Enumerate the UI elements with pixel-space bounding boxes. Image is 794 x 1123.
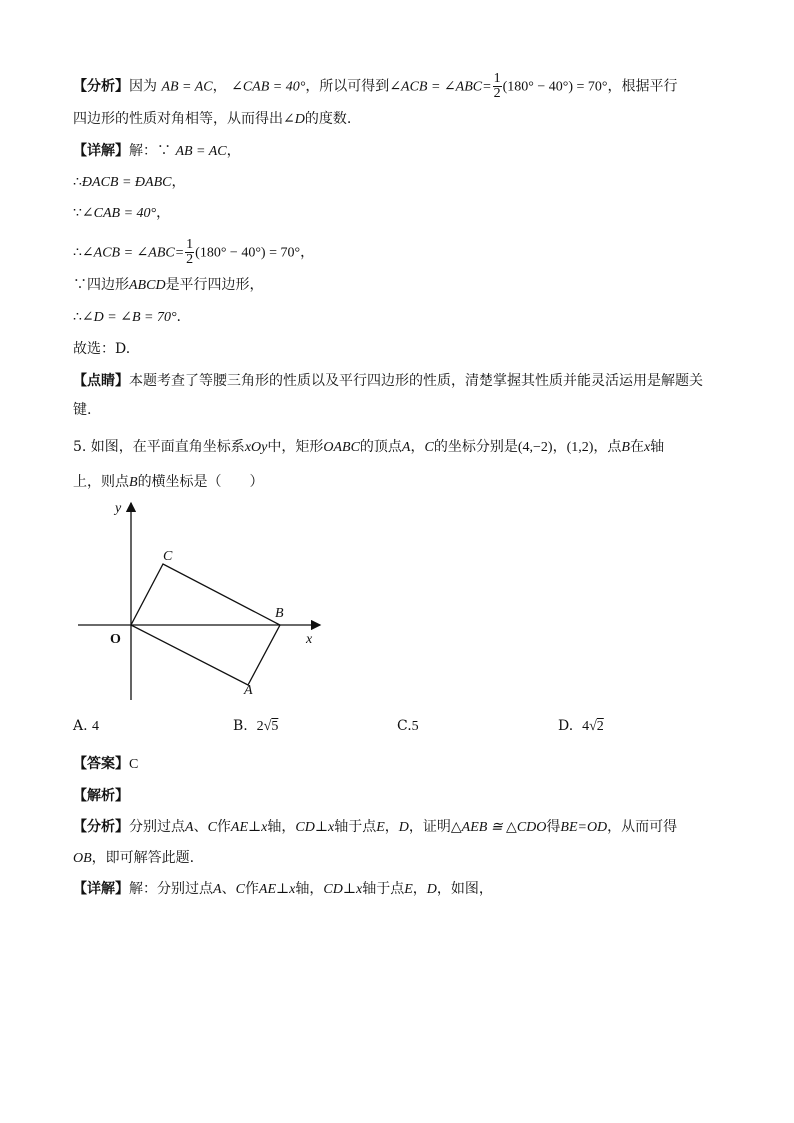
detail-step2: ∵∠CAB = 40°， xyxy=(73,205,171,221)
question-5-line2: 上，则点B的横坐标是（ ） xyxy=(73,474,264,490)
detail2-line1: 【详解】解：分别过点A、C作AE⊥x轴，CD⊥x轴于点E，D，如图， xyxy=(73,881,493,897)
option-a: A. 4 xyxy=(73,718,100,734)
analysis-tag: 【分析】 xyxy=(73,78,129,95)
analysis-paragraph-line2: 四边形的性质对角相等，从而得出∠D的度数. xyxy=(73,111,352,127)
label-C: C xyxy=(163,549,173,564)
detail-step5: ∴∠D = ∠B = 70°. xyxy=(73,309,181,325)
label-x: x xyxy=(306,632,313,647)
comment-line1: 【点睛】本题考查了等腰三角形的性质以及平行四边形的性质，清楚掌握其性质并能灵活运用是解题关 xyxy=(73,373,703,389)
detail-tag: 【详解】 xyxy=(73,143,129,159)
detail-step1: ∴ĐACB = ĐABC， xyxy=(73,174,186,190)
analysis-heading: 【解析】 xyxy=(73,788,129,804)
question-5-line1: 5. 如图，在平面直角坐标系xOy中，矩形OABC的顶点A，C的坐标分别是(4,−2)，(1,2)，点B在x轴 xyxy=(73,439,665,455)
answer-tag: 【答案】 xyxy=(73,756,129,772)
coordinate-figure xyxy=(70,495,330,705)
analysis2-line1: 【分析】分别过点A、C作AE⊥x轴，CD⊥x轴于点E，D，证明△AEB ≅ △CDO得BE=OD，从而可得 xyxy=(73,819,678,835)
detail-line1: 【详解】解：∵ AB = AC， xyxy=(73,143,241,159)
label-B: B xyxy=(275,606,284,621)
comment-tag: 【点睛】 xyxy=(73,373,129,389)
answer-choice: 故选：D. xyxy=(73,341,131,357)
option-c: C.5 xyxy=(397,718,419,734)
label-y: y xyxy=(115,501,122,516)
option-d: D. 4√2 xyxy=(558,718,604,734)
answer-line: 【答案】C xyxy=(73,756,139,772)
analysis-paragraph-line1: 【分析】因为 AB = AC， ∠CAB = 40°，所以可得到∠ACB = ∠ABC= $\frac{1}{2}$ (180° − 40°) = 70°，根据平行 xyxy=(73,71,678,101)
detail-step3: ∴∠ACB = ∠ABC= $\frac{1}{2}$ (180° − 40°) = 70°， xyxy=(73,237,315,267)
option-b: B. 2√5 xyxy=(233,718,279,734)
fraction-half: $\frac{1}{2}$ xyxy=(186,237,194,267)
label-A: A xyxy=(244,683,253,698)
comment-line2: 键. xyxy=(73,402,92,418)
analysis2-line2: OB，即可解答此题. xyxy=(73,850,195,866)
fraction-half: $\frac{1}{2}$ xyxy=(493,71,501,101)
label-O: O xyxy=(110,632,121,647)
detail-step4: ∵四边形ABCD是平行四边形， xyxy=(73,277,264,293)
